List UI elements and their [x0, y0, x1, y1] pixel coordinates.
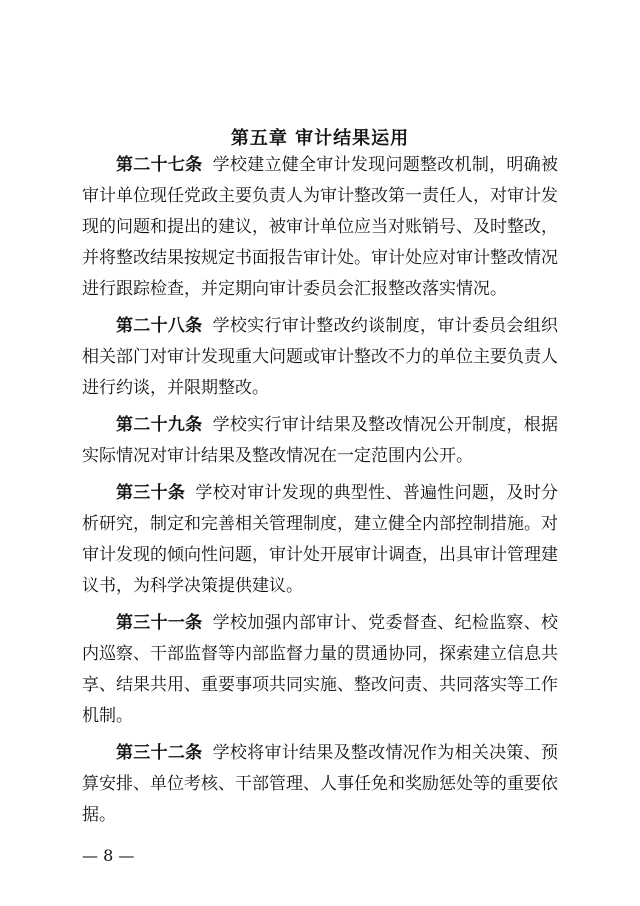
- article-text: 学校实行审计整改约谈制度，审计委员会组织相关部门对审计发现重大问题或审计整改不力的单位主要负责人进行约谈，并限期整改。: [82, 316, 559, 398]
- page-number: — 8 —: [82, 846, 135, 865]
- article-label: 第三十条: [116, 483, 186, 503]
- article-label: 第三十一条: [116, 613, 203, 633]
- article-text: 学校建立健全审计发现问题整改机制，明确被审计单位现任党政主要负责人为审计整改第一责任人，对审计发现的问题和提出的建议，被审计单位应当对账销号、及时整改，并将整改结果按规定书面报告审计处。审计处应对审计整改情况进行跟踪检查，并定期向审计委员会汇报整改落实情况。: [82, 155, 559, 299]
- article-text: 学校对审计发现的典型性、普遍性问题，及时分析研究，制定和完善相关管理制度，建立健全内部控制措施。对审计发现的倾向性问题，审计处开展审计调查，出具审计管理建议书，为科学决策提供建议。: [82, 483, 559, 596]
- article-label: 第三十二条: [116, 743, 203, 763]
- article-30: [82, 478, 558, 602]
- article-list: [82, 150, 558, 837]
- article-label: 第二十七条: [116, 155, 203, 175]
- article-32: [82, 738, 558, 831]
- article-31: [82, 608, 558, 732]
- article-text: 学校实行审计结果及整改情况公开制度，根据实际情况对审计结果及整改情况在一定范围内公开。: [82, 415, 559, 466]
- article-text: 学校加强内部审计、党委督查、纪检监察、校内巡察、干部监督等内部监督力量的贯通协同，探索建立信息共享、结果共用、重要事项共同实施、整改问责、共同落实等工作机制。: [82, 613, 559, 726]
- article-29: [82, 410, 558, 472]
- article-27: [82, 150, 558, 305]
- chapter-title: 第五章 审计结果运用: [230, 128, 410, 149]
- article-label: 第二十九条: [116, 415, 203, 435]
- article-text: 学校将审计结果及整改情况作为相关决策、预算安排、单位考核、干部管理、人事任免和奖励惩处等的重要依据。: [82, 743, 559, 825]
- article-label: 第二十八条: [116, 316, 203, 336]
- article-28: [82, 311, 558, 404]
